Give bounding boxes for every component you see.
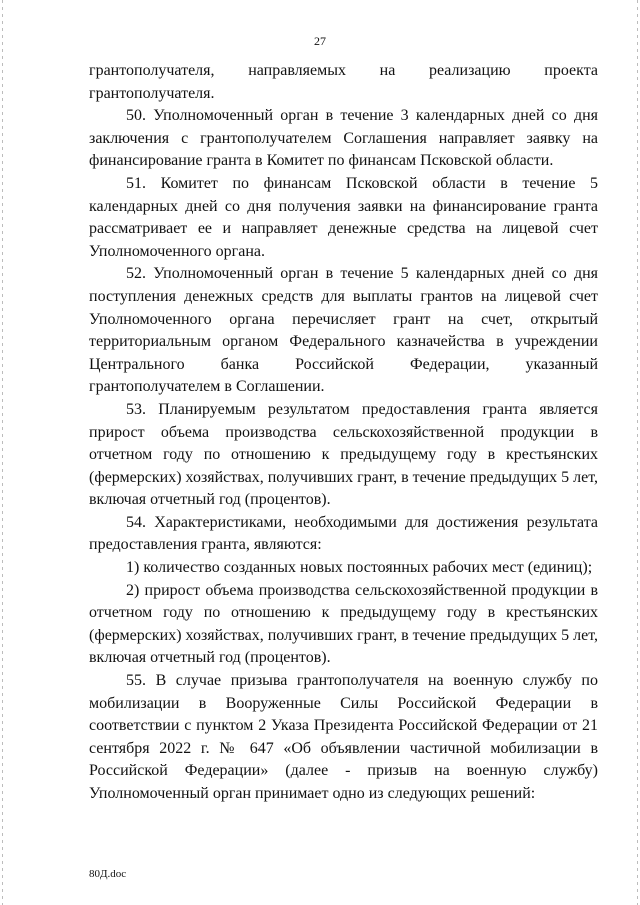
paragraph-53: 53. Планируемым результатом предоставления гранта является прирост объема производства сельскохозяйственной продукции в отчетном году по отношению к предыдущему году в крестьянских (фермерских) хозяйствах, получивших грант, в течение предыдущих 5 лет, включая отчетный год (процентов).: [89, 400, 598, 509]
paragraph-50: 50. Уполномоченный орган в течение 3 календарных дней со дня заключения с грантополучателем Соглашения направляет заявку на финансирование гранта в Комитет по финансам Псковской области.: [89, 107, 598, 170]
paragraph-51: 51. Комитет по финансам Псковской области в течение 5 календарных дней со дня получения заявки на финансирование гранта рассматривает ее и направляет денежные средства на лицевой счет Уполномоченного органа.: [89, 174, 598, 260]
list-item-2: 2) прирост объема производства сельскохозяйственной продукции в отчетном году по отношению к предыдущему году в крестьянских (фермерских) хозяйствах, получивших грант, в течение предыдущих 5 лет, включая отчетный год (процентов).: [89, 581, 598, 667]
file-name-footer: 80Д.doc: [89, 868, 127, 880]
scan-edge-right: [637, 0, 638, 905]
page-number: 27: [314, 34, 326, 48]
list-item-1: 1) количество созданных новых постоянных рабочих мест (единиц);: [126, 559, 593, 577]
paragraph-55: 55. В случае призыва грантополучателя на военную службу по мобилизации в Вооруженные Силы Российской Федерации в соответствии с пунктом 2 Указа Президента Российской Федерации от 21 сентября 2022 г. № 647 «Об объявлении частичной мобилизации в Российской Федерации» (далее - призыв на военную службу) Уполномоченный орган принимает одно из следующих решений:: [89, 672, 598, 802]
document-body: [89, 60, 598, 806]
scan-edge-left: [2, 0, 3, 905]
paragraph-52: 52. Уполномоченный орган в течение 5 календарных дней со дня поступления денежных средств для выплаты грантов на лицевой счет Уполномоченного органа перечисляет грант на счет, открытый территориальным органом Федерального казначейства в учреждении Центрального банка Российской Федерации, указанный грантополучателем в Соглашении.: [89, 265, 598, 396]
paragraph-54: 54. Характеристиками, необходимыми для достижения результата предоставления гранта, являются:: [89, 513, 598, 554]
paragraph-continuation: грантополучателя, направляемых на реализацию проекта грантополучателя.: [89, 62, 598, 102]
